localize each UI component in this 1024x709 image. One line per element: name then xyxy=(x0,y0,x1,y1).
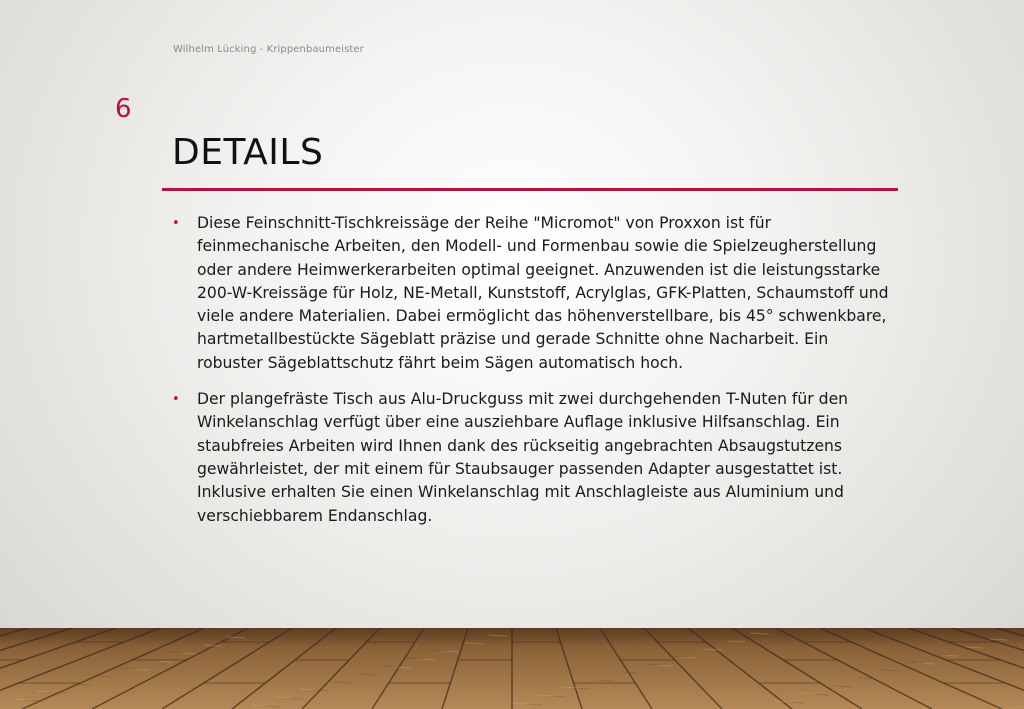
footer-text: Wilhelm Lücking - Krippenbaumeister xyxy=(173,44,364,55)
slide-number: 6 xyxy=(115,94,132,124)
title-divider xyxy=(162,188,898,191)
slide-title: DETAILS xyxy=(172,132,324,173)
bullet-text: Der plangefräste Tisch aus Alu-Druckguss mit zwei durchgehenden T-Nuten für den Winkelanschlag verfügt über eine ausziehbare Auflage inklusive Hilfsanschlag. Ein staubfreies Arbeiten wird Ihnen dank des rückseitig angebrachten Absaugstutzens gewährleistet, der mit einem für Staubsauger passenden Adapter ausgestattet ist. Inklusive erhalten Sie einen Winkelanschlag mit Anschlagleiste aus Aluminium und verschiebbarem Endanschlag. xyxy=(197,390,849,525)
bullet-icon: • xyxy=(172,216,180,231)
bullet-item xyxy=(170,388,890,528)
bullet-icon: • xyxy=(172,392,180,408)
bullet-list xyxy=(170,212,890,541)
bullet-text: Diese Feinschnitt-Tischkreissäge der Reihe "Micromot" von Proxxon ist für feinmechanische Arbeiten, den Modell- und Formenbau sowie die Spielzeugherstellung oder andere Heimwerkerarbeiten optimal geeignet. Anzuwenden ist die leistungsstarke 200-W-Kreissäge für Holz, NE-Metall, Kunststoff, Acrylglas, GFK-Platten, Schaumstoff und viele andere Materialien. Dabei ermöglicht das höhenverstellbare, bis 45° schwenkbare, hartmetallbestückte Sägeblatt präzise und gerade Schnitte ohne Nacharbeit. Ein robuster Sägeblattschutz fährt beim Sägen automatisch hoch. xyxy=(197,214,889,372)
wooden-floor xyxy=(0,628,1024,709)
bullet-item xyxy=(170,212,890,375)
